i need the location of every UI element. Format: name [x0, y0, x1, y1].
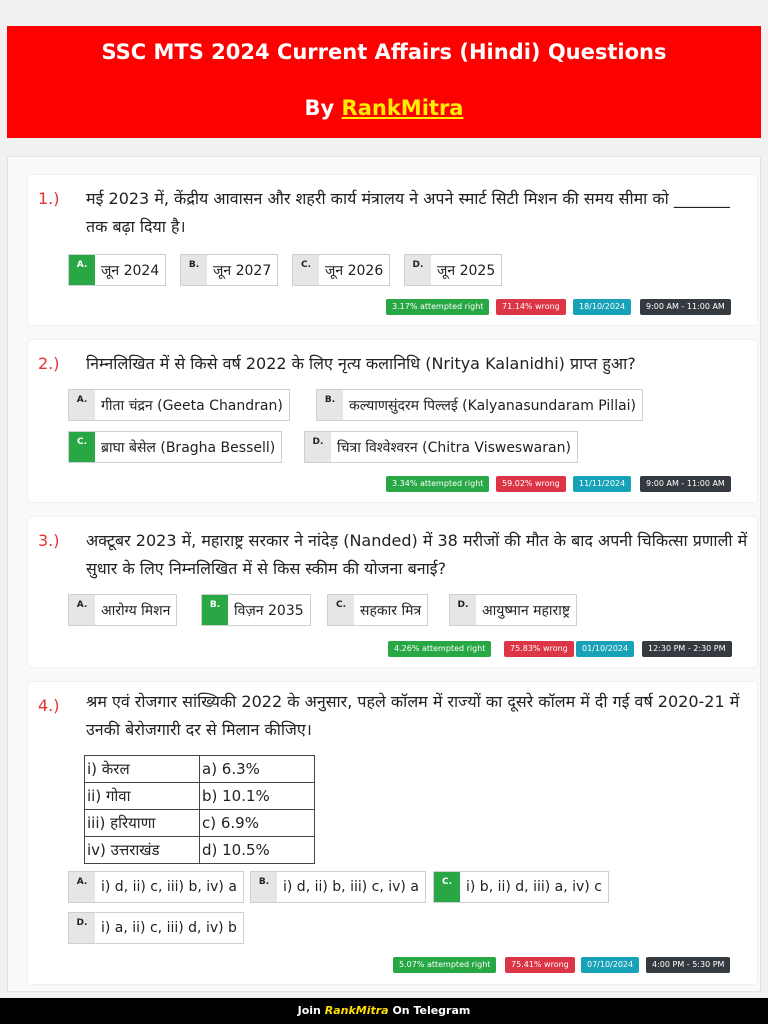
- exam-date-badge: 11/11/2024: [573, 476, 631, 492]
- question-number: 4.): [38, 696, 60, 715]
- table-cell: ii) गोवा: [85, 783, 200, 810]
- option-b[interactable]: [250, 871, 426, 903]
- option-c[interactable]: [327, 594, 428, 626]
- page-title: SSC MTS 2024 Current Affairs (Hindi) Questions: [101, 40, 667, 64]
- option-a[interactable]: [68, 594, 177, 626]
- option-label: D.: [69, 913, 95, 943]
- option-b[interactable]: [180, 254, 278, 286]
- table-cell: c) 6.9%: [200, 810, 315, 837]
- option-c[interactable]: [292, 254, 390, 286]
- byline: [7, 96, 761, 120]
- option-text: जून 2027: [213, 262, 272, 279]
- exam-time-badge: 9:00 AM - 11:00 AM: [640, 476, 731, 492]
- table-row: [85, 756, 315, 783]
- option-text: जून 2026: [325, 262, 384, 279]
- option-text: i) a, ii) c, iii) d, iv) b: [101, 920, 237, 936]
- option-label: A.: [69, 595, 95, 625]
- option-a[interactable]: [68, 389, 290, 421]
- exam-time-badge: 4:00 PM - 5:30 PM: [646, 957, 730, 973]
- option-label: C.: [69, 432, 95, 462]
- right-percent-badge: 4.26% attempted right: [388, 641, 491, 657]
- exam-date-badge: 18/10/2024: [573, 299, 631, 315]
- option-a[interactable]: [68, 254, 166, 286]
- option-c[interactable]: [68, 431, 282, 463]
- footer-suffix: On Telegram: [392, 1004, 471, 1017]
- option-text: आयुष्मान महाराष्ट्र: [482, 602, 571, 619]
- option-label: A.: [69, 872, 95, 902]
- option-text: आरोग्य मिशन: [101, 602, 171, 619]
- option-text: सहकार मित्र: [360, 602, 422, 619]
- option-text: जून 2024: [101, 262, 160, 279]
- option-text: कल्याणसुंदरम पिल्लई (Kalyanasundaram Pillai): [349, 397, 637, 414]
- option-text: गीता चंद्रन (Geeta Chandran): [101, 397, 283, 414]
- option-label: D.: [305, 432, 331, 462]
- wrong-percent-badge: 71.14% wrong: [496, 299, 566, 315]
- question-number: 3.): [38, 531, 60, 550]
- option-a[interactable]: [68, 871, 244, 903]
- question-text: निम्नलिखित में से किसे वर्ष 2022 के लिए नृत्य कलानिधि (Nritya Kalanidhi) प्राप्त हुआ?: [86, 354, 636, 373]
- option-b[interactable]: [316, 389, 643, 421]
- exam-date-badge: 07/10/2024: [581, 957, 639, 973]
- table-cell: a) 6.3%: [200, 756, 315, 783]
- option-label: B.: [317, 390, 343, 420]
- option-text: चित्रा विश्वेश्वरन (Chitra Visweswaran): [337, 439, 571, 456]
- brand-link[interactable]: RankMitra: [341, 96, 464, 120]
- option-text: i) d, ii) b, iii) c, iv) a: [283, 879, 419, 895]
- exam-time-badge: 9:00 AM - 11:00 AM: [640, 299, 731, 315]
- question-card-4: [28, 682, 757, 984]
- option-d[interactable]: [404, 254, 502, 286]
- option-d[interactable]: [68, 912, 244, 944]
- right-percent-badge: 5.07% attempted right: [393, 957, 496, 973]
- option-label: B.: [202, 595, 228, 625]
- question-text: श्रम एवं रोजगार सांख्यिकी 2022 के अनुसार, पहले कॉलम में राज्यों का दूसरे कॉलम में दी गई वर्ष 2020-21 में उनकी बेरोजगारी दर से मिलान कीजिए।: [86, 692, 740, 739]
- right-percent-badge: 3.17% attempted right: [386, 299, 489, 315]
- table-cell: b) 10.1%: [200, 783, 315, 810]
- question-text: मई 2023 में, केंद्रीय आवासन और शहरी कार्य मंत्रालय ने अपने स्मार्ट सिटी मिशन की समय सीमा को _______ तक बढ़ा दिया है।: [86, 189, 730, 236]
- option-d[interactable]: [449, 594, 577, 626]
- question-card-1: [28, 175, 757, 325]
- option-text: ब्राघा बेसेल (Bragha Bessell): [101, 439, 276, 456]
- option-c[interactable]: [433, 871, 609, 903]
- option-label: B.: [251, 872, 277, 902]
- table-row: [85, 837, 315, 864]
- wrong-percent-badge: 75.41% wrong: [505, 957, 575, 973]
- byline-prefix: By: [304, 96, 335, 120]
- telegram-footer[interactable]: [0, 998, 768, 1024]
- wrong-percent-badge: 59.02% wrong: [496, 476, 566, 492]
- exam-time-badge: 12:30 PM - 2:30 PM: [642, 641, 732, 657]
- option-text: i) d, ii) c, iii) b, iv) a: [101, 879, 237, 895]
- option-label: C.: [434, 872, 460, 902]
- right-percent-badge: 3.34% attempted right: [386, 476, 489, 492]
- exam-date-badge: 01/10/2024: [576, 641, 634, 657]
- page-header: [7, 26, 761, 138]
- option-text: जून 2025: [437, 262, 496, 279]
- wrong-percent-badge: 75.83% wrong: [504, 641, 574, 657]
- option-text: विज़न 2035: [234, 602, 304, 619]
- question-number: 1.): [38, 189, 60, 208]
- option-label: A.: [69, 390, 95, 420]
- option-label: C.: [328, 595, 354, 625]
- footer-prefix: Join: [297, 1004, 321, 1017]
- table-cell: iv) उत्तराखंड: [85, 837, 200, 864]
- question-text: अक्टूबर 2023 में, महाराष्ट्र सरकार ने नांदेड़ (Nanded) में 38 मरीजों की मौत के बाद अपनी चिकित्सा प्रणाली में सुधार के लिए निम्नलिखित में से किस स्कीम की योजना बनाई?: [86, 531, 748, 578]
- option-label: D.: [450, 595, 476, 625]
- option-label: B.: [181, 255, 207, 285]
- table-row: [85, 810, 315, 837]
- option-label: C.: [293, 255, 319, 285]
- questions-container: [7, 156, 761, 992]
- table-cell: i) केरल: [85, 756, 200, 783]
- match-table: [84, 755, 315, 864]
- option-text: i) b, ii) d, iii) a, iv) c: [466, 879, 602, 895]
- table-cell: iii) हरियाणा: [85, 810, 200, 837]
- question-card-2: [28, 340, 757, 502]
- option-d[interactable]: [304, 431, 578, 463]
- option-label: A.: [69, 255, 95, 285]
- option-b[interactable]: [201, 594, 311, 626]
- table-cell: d) 10.5%: [200, 837, 315, 864]
- question-number: 2.): [38, 354, 60, 373]
- footer-brand: RankMitra: [324, 1004, 389, 1017]
- question-card-3: [28, 517, 757, 667]
- table-row: [85, 783, 315, 810]
- option-label: D.: [405, 255, 431, 285]
